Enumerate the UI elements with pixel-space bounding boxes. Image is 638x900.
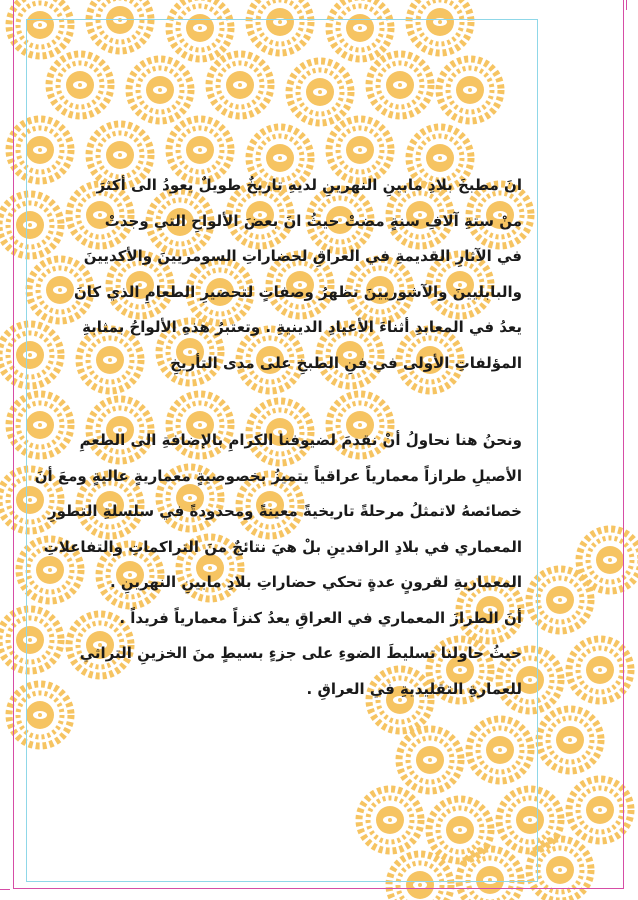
text-line: ونحنُ هنا نحاولُ أنْ نقدمَ لضيوفنا الكرامِ بالإضافةِ الى الطعمِ — [79, 431, 522, 449]
text-line: انَ مطبخَ بلادِ مابينِ النهرينِ لديهِ تاريخٌ طويلٌ يعودُ الى أكثرَ — [96, 176, 522, 194]
text-line: للعمارةِ التقليديةِ في العراقِ . — [306, 679, 522, 698]
text-line: المعماري في بلادِ الرافدينِ بلْ هيَ نتائجٌ منَ التراكماتِ والتفاعلاتِ — [43, 537, 522, 556]
crop-mark-bottom-left — [0, 889, 10, 890]
text-line: يعدُ في المعابدِ أثناءَ الأعيادِ الدينيةِ . وتعتبرُ هذهِ الألواحُ بمثابةِ — [82, 318, 522, 336]
text-line: والبابليينَ والآشوريينَ تظهرُ وصفاتٍ لتحضيرِ الطعامِ الذي كانَ — [73, 282, 522, 301]
text-line: منْ ستةِ آلافِ سنةٍ مضتْ حيثُ انَ بعضَ الألواحِ التي وجدتْ — [104, 211, 522, 230]
paragraph-architecture — [34, 423, 522, 707]
text-line: المؤلفاتِ الأولى في فنِ الطبخِ على مدى التأريخِ — [170, 353, 522, 372]
paragraph-history — [73, 168, 522, 381]
text-line: المعماريةِ لقرونٍ عدةٍ تحكي حضاراتِ بلادِ مابينِ النهرينِ . — [109, 573, 522, 591]
text-line: الأصيلِ طرازاً معمارياً عراقياً يتميزُ بخصوصيةٍ معماريةٍ عاليةٍ ومعَ أنَ — [34, 466, 522, 485]
text-line: خصائصهُ لاتمثلُ مرحلةً تاريخيةً معينةً ومحدودةً في سلسلةِ التطورِ — [47, 502, 522, 520]
text-line: حيثُ حاولنا تسليطَ الضوءِ على جزءٍ بسيطٍ منَ الخزينِ التراثي — [79, 644, 522, 662]
text-line: في الآثارِ القديمةِ في العراقِ لحضاراتِ السومريينَ والأكديينَ — [83, 247, 522, 265]
crop-mark-top-right — [626, 0, 627, 10]
text-line: أنَ الطرازَ المعماري في العراقِ يعدُ كنزاً معمارياً فريداً . — [119, 608, 522, 627]
